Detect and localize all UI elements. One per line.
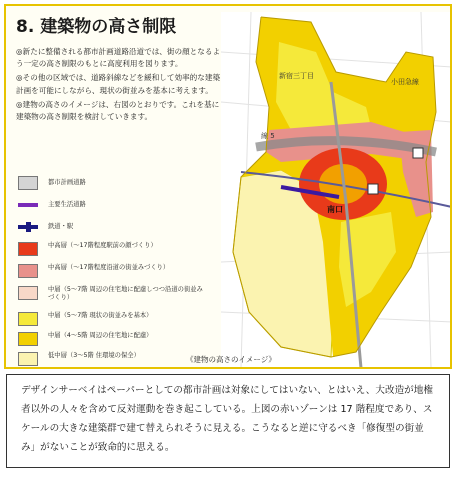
map-label-left-road: 線 5 xyxy=(261,132,275,140)
map-label-top-left: 新宿三丁目 xyxy=(279,72,314,80)
page-title: 8. 建築物の高さ制限 xyxy=(16,17,177,37)
legend-swatch-mid-residential xyxy=(18,332,38,346)
bullet-item: ◎その他の区域では、道路斜線などを緩和して効率的な建築計画を可能にしながら、現状の街並みを基本に考えます。 xyxy=(16,73,221,95)
height-map xyxy=(221,12,452,368)
marker-square xyxy=(368,184,378,194)
map-label-station: 南口 xyxy=(327,205,343,214)
legend-swatch-main-road xyxy=(18,203,38,207)
legend-swatch-mid-road xyxy=(18,286,38,300)
legend-swatch-low xyxy=(18,352,38,366)
map-label-top-right: 小田急線 xyxy=(391,78,419,86)
legend-swatch-high-road xyxy=(18,264,38,278)
marker-square xyxy=(413,148,423,158)
bullet-list xyxy=(16,46,221,125)
legend-swatch-high-station xyxy=(18,242,38,256)
legend-swatch-mid-existing xyxy=(18,312,38,326)
bullet-item: ◎新たに整備される都市計画道路沿道では、街の顔となるよう一定の高さ制限のもとに高度利用を図ります。 xyxy=(16,47,221,69)
bullet-item: ◎建物の高さのイメージは、右図のとおりです。これを基に建築物の高さ制限を検討していきます。 xyxy=(16,99,220,122)
commentary-text: デザインサーベイはペーパーとしての都市計画は対象にしてはいない、とはいえ、大改造が地権者以外の人々を含めて反対運動を巻き起こしている。上図の赤いゾーンは 17 階程度であり、スケールの大きな建築群で建て替えられそうに見える。こうなると逆に守るべき「修復型の街並み」がないことが致命的に思える。 xyxy=(6,374,450,468)
map-caption: 《建物の高さのイメージ》 xyxy=(186,355,276,364)
legend-swatch-station xyxy=(26,222,31,232)
document-panel: 8. 建築物の高さ制限 ◎新たに整備される都市計画道路沿道では、街の顔となるよう一定の高さ制限のもとに高度利用を図ります。 ◎その他の区域では、道路斜線などを緩和して効率的な建築計画を可能にしながら、現状の街並みを基本に考えます。 ◎建物の高さのイメージは、右図のとおりです。これを基に建築物の高さ制限を検討していきます。 都市計画道路 主要生活道路 鉄道・駅 中高層（～17階程度駅前の顔づくり） 中高層（～17階程度沿道の街並みづくり） 中層（5～7階 周辺の住宅地に配慮しつつ沿道の街並みづくり） 中層（5～7階 現状の街並みを基本） 中層（4～5階 周辺の住宅地に配慮） 低中層（3～5階 住環境の保全） 新宿三丁目 小田急線 線 5 南口 《建物の高さのイメージ》 xyxy=(4,4,452,369)
legend-swatch-city-road xyxy=(18,176,38,190)
